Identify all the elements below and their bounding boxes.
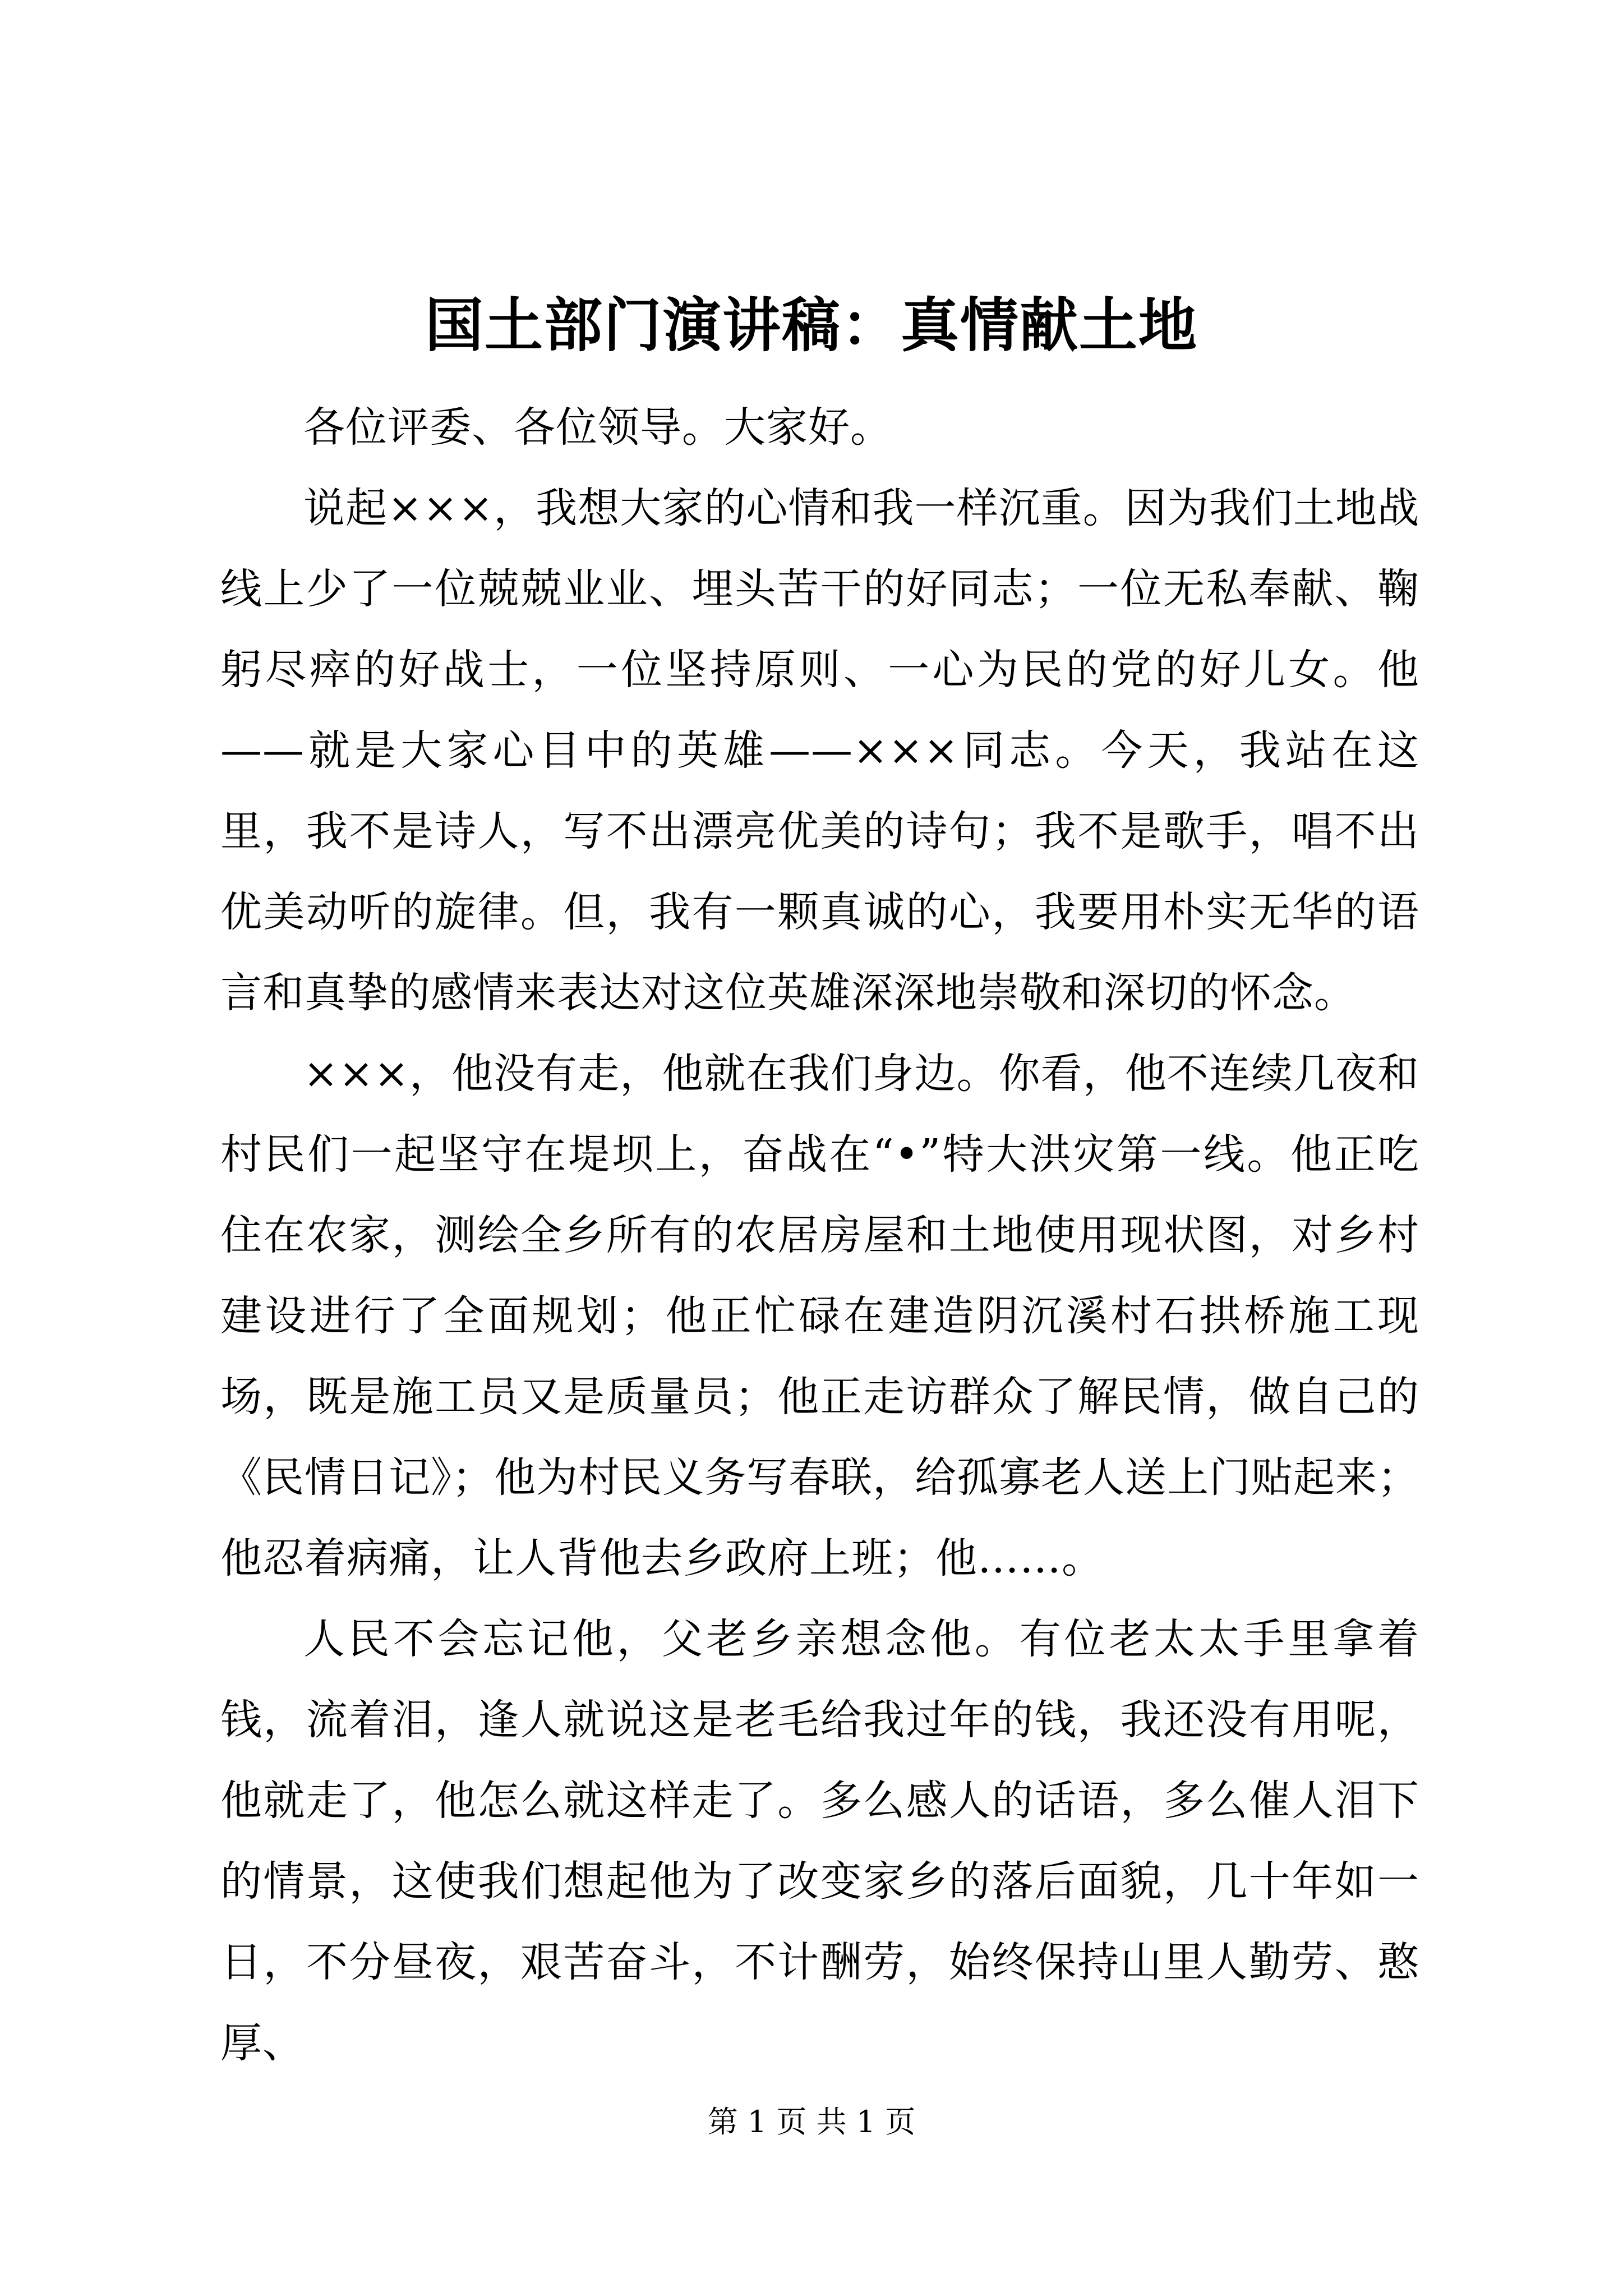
page-footer: 第 1 页 共 1 页 bbox=[707, 2104, 916, 2139]
document-title: 国土部门演讲稿：真情献土地 bbox=[425, 291, 1198, 360]
document-body bbox=[220, 387, 1419, 2083]
paragraph-intro: 说起×××，我想大家的心情和我一样沉重。因为我们土地战线上少了一位兢兢业业、埋头苦干的好同志；一位无私奉献、鞠躬尽瘁的好战士，一位坚持原则、一心为民的党的好儿女。他——就是大家心目中的英雄——×××同志。今天，我站在这里，我不是诗人，写不出漂亮优美的诗句；我不是歌手，唱不出优美动听的旋律。但，我有一颗真诚的心，我要用朴实无华的语言和真挚的感情来表达对这位英雄深深地崇敬和深切的怀念。 bbox=[220, 484, 1419, 1017]
paragraph-remembrance: 人民不会忘记他，父老乡亲想念他。有位老太太手里拿着钱，流着泪，逢人就说这是老毛给我过年的钱，我还没有用呢，他就走了，他怎么就这样走了。多么感人的话语，多么催人泪下的情景，这使我们想起他为了改变家乡的落后面貌，几十年如一日，不分昼夜，艰苦奋斗，不计酬劳，始终保持山里人勤劳、憨厚、 bbox=[220, 1615, 1419, 2067]
paragraph-deeds: ×××，他没有走，他就在我们身边。你看，他不连续几夜和村民们一起坚守在堤坝上，奋战在“•”特大洪灾第一线。他正吃住在农家，测绘全乡所有的农居房屋和土地使用现状图，对乡村建设进行了全面规划；他正忙碌在建造阴沉溪村石拱桥施工现场，既是施工员又是质量员；他正走访群众了解民情，做自己的《民情日记》；他为村民义务写春联，给孤寡老人送上门贴起来；他忍着病痛，让人背他去乡政府上班；他……。 bbox=[220, 1050, 1419, 1582]
paragraph-greeting: 各位评委、各位领导。大家好。 bbox=[303, 403, 892, 452]
